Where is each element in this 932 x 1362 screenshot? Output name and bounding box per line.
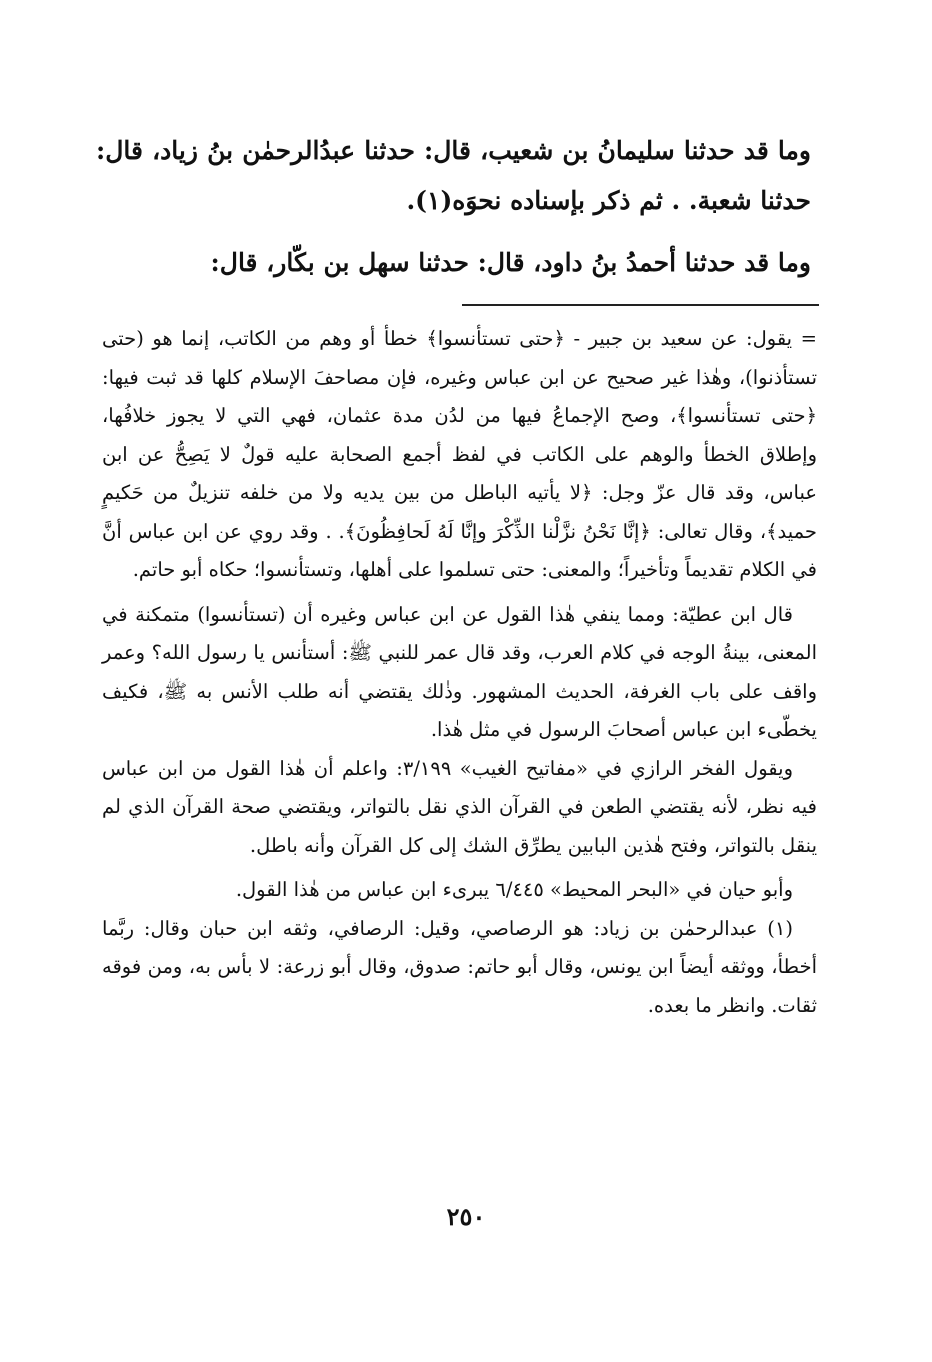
main-paragraph-1: وما قد حدثنا سليمانُ بن شعيب، قال: حدثنا عبدُالرحمٰن بنُ زياد، قال: حدثنا شعبة. . ثم ذكر بإسناده نحوَه(١). <box>96 136 811 215</box>
footnote-razi: ويقول الفخر الرازي في «مفاتيح الغيب» ٣/١٩٩: واعلم أن هٰذا القول من ابن عباس فيه نظر، لأنه يقتضي الطعن في القرآن الذي نقل بالتواتر، ويقتضي صحة القرآن الذي لم ينقل بالتواتر، وفتح هٰذين البابين يطرِّق الشك إلى كل القرآن وأنه باطل. <box>102 756 817 857</box>
footnote-continuation: = يقول: عن سعيد بن جبير - ﴿حتى تستأنسوا﴾ خطأ أو وهم من الكاتب، إنما هو (حتى تستأذنوا)، وهٰذا غير صحيح عن ابن عباس وغيره، فإن مصاحفَ الإسلام كلها قد ثبت فيها: ﴿حتى تستأنسوا﴾، وصح الإجماعُ فيها من لدُن مدة عثمان، فهي التي لا يجوز خلافُها، وإطلاق الخطأ والوهم على الكاتب في لفظ أجمع الصحابة عليه قولٌ لا يَصِحُّ عن ابن عباس، وقد قال عزّ وجل: ﴿لا يأتيه الباطل من بين يديه ولا من خلفه تنزيلٌ من حَكيمٍ حميد﴾، وقال تعالى: ﴿إنَّا نَحْنُ نزَّلْنا الذِّكْرَ وإنَّا لَهُ لَحافِظُونَ﴾. . وقد روي عن ابن عباس أنَّ في الكلام تقديماً وتأخيراً؛ والمعنى: حتى تسلموا على أهلها، وتستأنسوا؛ حكاه أبو حاتم. <box>102 327 817 581</box>
footnote-abu-hayyan: وأبو حيان في «البحر المحيط» ٦/٤٤٥ يبرىء ابن عباس من هٰذا القول. <box>235 878 793 901</box>
footnote-1: (١) عبدالرحمٰن بن زياد: هو الرصاصي، وقيل: الرصافي، وثقه ابن حبان وقال: ربَّما أخطأ، ووثقه أيضاً ابن يونس، وقال أبو حاتم: صدوق، وقال أبو زرعة: لا بأس به، ومن فوقه ثقات. وانظر ما بعده. <box>102 916 817 1017</box>
main-paragraph-2: وما قد حدثنا أحمدُ بنُ داود، قال: حدثنا سهل بن بكّار، قال: <box>210 248 811 277</box>
footnotes-section <box>102 320 817 1025</box>
footnote-separator <box>462 304 819 306</box>
page-number: ٢٥٠ <box>446 1202 486 1231</box>
footnote-ibn-atiyya: قال ابن عطيّة: ومما ينفي هٰذا القول عن ابن عباس وغيره أن (تستأنسوا) متمكنة في المعنى، بينةُ الوجه في كلام العرب، وقد قال عمر للنبي ﷺ: أستأنس يا رسول الله؟ وعمر واقف على باب الغرفة، الحديث المشهور. وذٰلك يقتضي أنه طلب الأنس به ﷺ، فكيف يخطّىء ابن عباس أصحابَ الرسول في مثل هٰذا. <box>102 602 817 741</box>
main-text <box>96 126 811 288</box>
